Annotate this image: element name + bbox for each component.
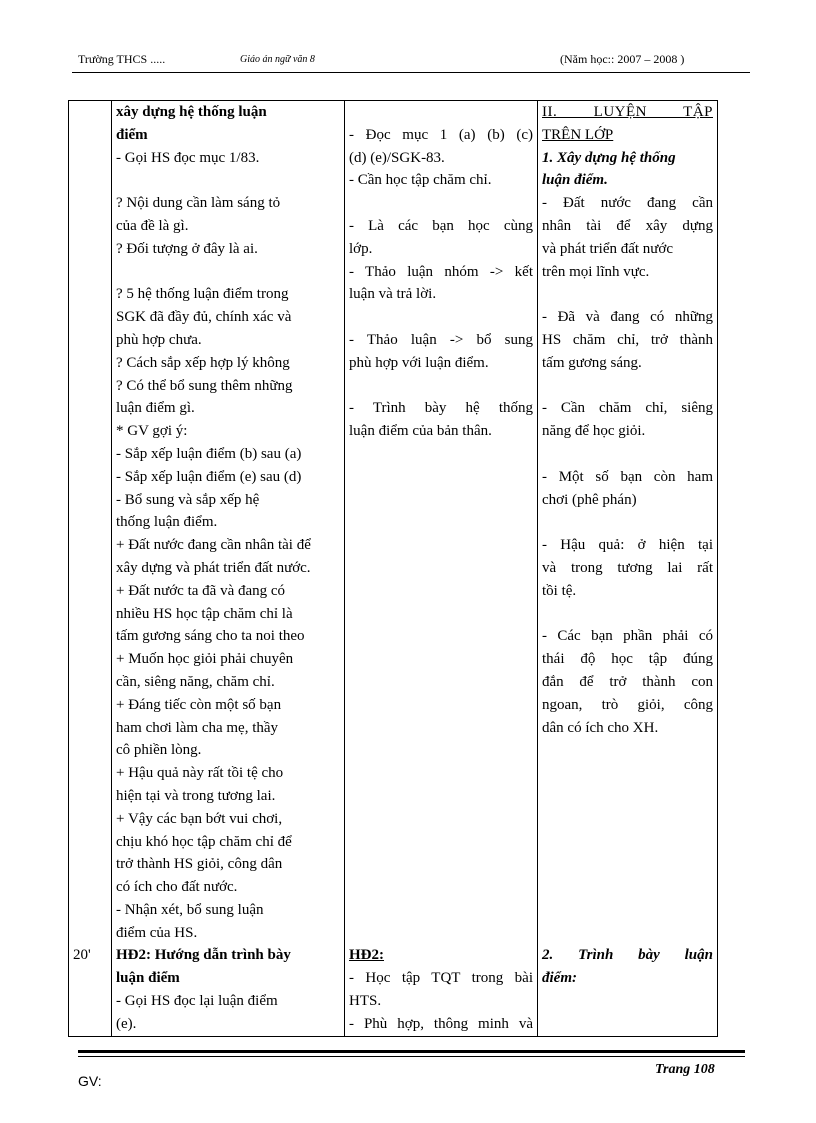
- time-cell: [69, 944, 112, 1036]
- footer-rule: [78, 1050, 745, 1053]
- text-line: ? Đối tượng ở đây là ai.: [116, 240, 258, 257]
- text-line: ngoan, trò giỏi, công: [542, 696, 713, 713]
- text-line: - Hậu quả: ở hiện tại: [542, 537, 713, 554]
- text-line: ? Có thể bổ sung thêm những: [116, 377, 293, 394]
- text-line: cô phiền lòng.: [116, 742, 202, 759]
- text-line: [542, 283, 713, 306]
- text-line: tồi tệ.: [542, 582, 577, 599]
- text-line: - Đất nước đang cần: [542, 195, 713, 212]
- lesson-content-cell: [538, 101, 718, 945]
- text-line: xây dựng hệ thống luận: [116, 104, 267, 120]
- text-line: + Muốn học giỏi phải chuyên: [116, 651, 294, 668]
- text-line: điểm của HS.: [116, 924, 198, 941]
- text-line: - Sắp xếp luận điểm (b) sau (a): [116, 445, 302, 462]
- text-line: phù hợp chưa.: [116, 331, 202, 348]
- text-line: đắn để trở thành con: [542, 673, 713, 690]
- header-school: Trường THCS .....: [78, 52, 166, 66]
- text-line: - Gọi HS đọc lại luận điểm: [116, 993, 278, 1010]
- text-line: lớp.: [349, 240, 373, 257]
- text-line: - Các bạn phần phải có: [542, 628, 713, 645]
- text-line: + Đất nước ta đã và đang có: [116, 582, 286, 599]
- text-line: - Đã và đang có những: [542, 309, 713, 326]
- text-line: HĐ2:: [349, 947, 384, 964]
- text-line: luận điểm của bản thân.: [349, 423, 492, 440]
- teacher-label: GV:: [78, 1073, 102, 1089]
- page-number: Trang 108: [655, 1062, 715, 1077]
- text-line: - Là các bạn học cùng: [349, 217, 533, 234]
- text-line: phù hợp với luận điểm.: [349, 354, 489, 371]
- text-line: dân có ích cho XH.: [542, 719, 659, 736]
- text-line: [349, 306, 533, 329]
- text-line: cần, siêng năng, chăm chỉ.: [116, 673, 275, 690]
- text-line: [349, 375, 533, 398]
- text-line: nhân tài để xây dựng: [542, 217, 713, 234]
- text-line: HĐ2: Hướng dẫn trình bày: [116, 947, 291, 964]
- text-line: của đề là gì.: [116, 217, 189, 234]
- text-line: năng để học giỏi.: [542, 423, 646, 440]
- text-line: điểm:: [542, 970, 577, 987]
- teacher-activity-cell: [112, 101, 345, 945]
- text-line: - Đọc mục 1 (a) (b) (c): [349, 126, 533, 143]
- text-line: II. LUYỆN TẬP: [542, 104, 713, 120]
- text-line: 2. Trình bày luận: [542, 947, 713, 964]
- text-line: - Phù hợp, thông minh và: [349, 1015, 533, 1032]
- text-line: và phát triển đất nước: [542, 240, 674, 257]
- text-line: - Thảo luận -> bổ sung: [349, 331, 533, 348]
- table-row: [69, 944, 718, 1036]
- text-line: - Học tập TQT trong bài: [349, 970, 533, 987]
- text-line: 1. Xây dựng hệ thống: [542, 149, 676, 166]
- text-line: xây dựng và phát triển đất nước.: [116, 559, 311, 576]
- text-line: [542, 603, 713, 626]
- text-line: - Cần học tập chăm chỉ.: [349, 172, 492, 189]
- text-line: điểm: [116, 126, 148, 143]
- text-line: tấm gương sáng cho ta noi theo: [116, 628, 305, 645]
- text-line: HS chăm chỉ, trở thành: [542, 331, 713, 348]
- header-rule: [72, 72, 750, 73]
- text-line: - Nhận xét, bổ sung luận: [116, 901, 264, 918]
- text-line: [116, 169, 340, 192]
- text-line: TRÊN LỚP: [542, 126, 614, 143]
- text-line: HTS.: [349, 993, 382, 1010]
- text-line: [542, 375, 713, 398]
- header-subject: Giáo án ngữ văn 8: [240, 54, 315, 65]
- text-line: + Đất nước đang cần nhân tài để: [116, 537, 311, 554]
- text-line: hiện tại và trong tương lai.: [116, 787, 276, 804]
- table-row: [69, 101, 718, 945]
- text-line: ? Nội dung cần làm sáng tỏ: [116, 195, 281, 212]
- text-line: ham chơi làm cha mẹ, thầy: [116, 719, 279, 736]
- header-school-year: (Năm học:: 2007 – 2008 ): [560, 52, 685, 66]
- text-line: - Trình bày hệ thống: [349, 400, 533, 417]
- text-line: + Vậy các bạn bớt vui chơi,: [116, 810, 283, 827]
- text-line: thái độ học tập đúng: [542, 651, 713, 668]
- text-line: - Sắp xếp luận điểm (e) sau (d): [116, 468, 302, 485]
- text-line: luận và trả lời.: [349, 286, 437, 303]
- text-line: [349, 192, 533, 215]
- text-line: - Thảo luận nhóm -> kết: [349, 263, 533, 280]
- text-line: tấm gương sáng.: [542, 354, 642, 371]
- text-line: luận điểm gì.: [116, 400, 195, 417]
- text-line: luận điểm.: [542, 172, 608, 189]
- text-line: ? 5 hệ thống luận điểm trong: [116, 286, 289, 303]
- text-line: (d) (e)/SGK-83.: [349, 149, 445, 166]
- text-line: chịu khó học tập chăm chỉ để: [116, 833, 292, 850]
- text-line: nhiều HS học tập chăm chỉ là: [116, 605, 293, 622]
- text-line: - Gọi HS đọc mục 1/83.: [116, 149, 260, 166]
- teacher-activity-cell: [112, 944, 345, 1036]
- time-value: 20': [73, 947, 91, 964]
- text-line: - Cần chăm chỉ, siêng: [542, 400, 713, 417]
- text-line: trên mọi lĩnh vực.: [542, 263, 650, 280]
- text-line: [542, 511, 713, 534]
- text-line: [542, 443, 713, 466]
- footer-rule: [78, 1056, 745, 1057]
- text-line: SGK đã đầy đủ, chính xác và: [116, 309, 292, 326]
- text-line: chơi (phê phán): [542, 491, 637, 508]
- student-activity-cell: [345, 944, 538, 1036]
- text-line: (e).: [116, 1015, 137, 1032]
- text-line: + Hậu quả này rất tồi tệ cho: [116, 765, 284, 782]
- text-line: ? Cách sắp xếp hợp lý không: [116, 354, 290, 371]
- text-line: - Bổ sung và sắp xếp hệ: [116, 491, 260, 508]
- text-line: * GV gợi ý:: [116, 423, 188, 440]
- text-line: thống luận điểm.: [116, 514, 218, 531]
- text-line: trở thành HS giỏi, công dân: [116, 856, 283, 873]
- lesson-plan-table: [68, 100, 718, 1037]
- time-cell: [69, 101, 112, 945]
- text-line: - Một số bạn còn ham: [542, 468, 713, 485]
- student-activity-cell: [345, 101, 538, 945]
- text-line: có ích cho đất nước.: [116, 879, 238, 896]
- text-line: [349, 101, 533, 124]
- text-line: và trong tương lai rất: [542, 559, 713, 576]
- lesson-content-cell: [538, 944, 718, 1036]
- text-line: [116, 261, 340, 284]
- text-line: luận điểm: [116, 970, 180, 987]
- text-line: + Đáng tiếc còn một số bạn: [116, 696, 282, 713]
